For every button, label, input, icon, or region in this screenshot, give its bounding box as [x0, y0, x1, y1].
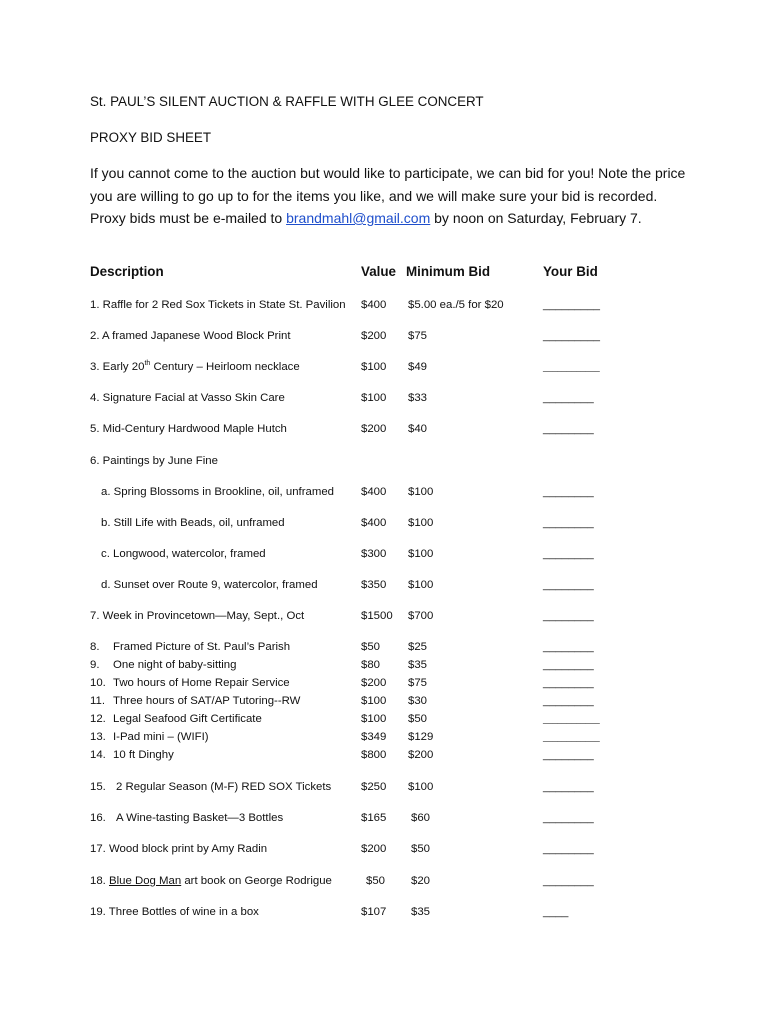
- list-item: [0, 608, 770, 624]
- item-description: 2 Regular Season (M-F) RED SOX Tickets: [116, 781, 332, 793]
- item-minimum-bid: $100: [408, 579, 434, 591]
- book-title: Blue Dog Man: [109, 875, 182, 887]
- item-description: A Wine-tasting Basket—3 Bottles: [116, 812, 284, 824]
- list-item: [0, 577, 770, 593]
- your-bid-blank[interactable]: ________: [543, 677, 594, 689]
- item-number: 15.: [90, 781, 106, 793]
- your-bid-blank[interactable]: ____________: [543, 732, 600, 742]
- item-minimum-bid: $5.00 ea./5 for $20: [408, 299, 504, 311]
- item-minimum-bid: $50: [408, 713, 428, 725]
- your-bid-blank[interactable]: ________: [543, 423, 594, 435]
- item-value: $400: [361, 299, 387, 311]
- item-description: Legal Seafood Gift Certificate: [113, 713, 262, 725]
- intro-text-after: by noon on Saturday, February 7.: [430, 210, 642, 226]
- item-value: $400: [361, 517, 387, 529]
- email-link[interactable]: brandmahl@gmail.com: [286, 210, 431, 226]
- your-bid-blank[interactable]: ________: [543, 695, 594, 707]
- list-item: [0, 779, 770, 795]
- item-value: $350: [361, 579, 387, 591]
- intro-text-before: If you cannot come to the auction but would like to participate, we can bid for you! Note the price you are willing to go up to for the items you like, and we will make sure your bid is recorded. Proxy bids must be e-mailed to: [90, 165, 686, 226]
- item-description: Three hours of SAT/AP Tutoring--RW: [113, 695, 301, 707]
- item-value: $1500: [361, 610, 393, 622]
- your-bid-blank[interactable]: ________: [543, 486, 594, 498]
- list-item: [0, 546, 770, 562]
- item-number: 10.: [90, 677, 106, 689]
- item-description: [90, 873, 332, 889]
- item-value: $200: [361, 423, 387, 435]
- item-description: 2. A framed Japanese Wood Block Print: [90, 330, 291, 342]
- list-item: [0, 729, 770, 745]
- your-bid-blank[interactable]: ________: [543, 392, 594, 404]
- item-description: 4. Signature Facial at Vasso Skin Care: [90, 392, 285, 404]
- list-item: [0, 453, 770, 469]
- item-value: $300: [361, 548, 387, 560]
- item-minimum-bid: $100: [408, 548, 434, 560]
- your-bid-blank[interactable]: ________: [543, 579, 594, 591]
- item-description: [90, 359, 300, 375]
- item-value: $250: [361, 781, 387, 793]
- your-bid-blank[interactable]: ________: [543, 610, 594, 622]
- item-value: $100: [361, 361, 387, 373]
- item-minimum-bid: $75: [408, 677, 428, 689]
- item-value: $50: [361, 641, 381, 653]
- item-value: $200: [361, 330, 387, 342]
- list-item: [0, 390, 770, 406]
- item-description: a. Spring Blossoms in Brookline, oil, unframed: [101, 486, 334, 498]
- list-item: [0, 657, 770, 673]
- item-description-part: art book on George Rodrigue: [181, 875, 332, 887]
- item-minimum-bid: $75: [408, 330, 428, 342]
- item-description: 10 ft Dinghy: [113, 749, 174, 761]
- your-bid-blank[interactable]: _________: [543, 330, 601, 342]
- your-bid-blank[interactable]: ________: [543, 641, 594, 653]
- list-item: [0, 675, 770, 691]
- your-bid-blank[interactable]: ________: [543, 749, 594, 761]
- sheet-subtitle: PROXY BID SHEET: [90, 130, 212, 145]
- item-number: 13.: [90, 731, 106, 743]
- item-minimum-bid: $700: [408, 610, 434, 622]
- item-value: $400: [361, 486, 387, 498]
- your-bid-blank[interactable]: ________: [543, 659, 594, 671]
- item-minimum-bid: $20: [411, 875, 431, 887]
- list-item: [0, 873, 770, 889]
- item-minimum-bid: $35: [411, 906, 431, 918]
- list-item: [0, 515, 770, 531]
- item-description: c. Longwood, watercolor, framed: [101, 548, 266, 560]
- item-number: 16.: [90, 812, 106, 824]
- item-description: I-Pad mini – (WIFI): [113, 731, 209, 743]
- item-value: $80: [361, 659, 381, 671]
- item-value: $200: [361, 843, 387, 855]
- item-value: $165: [361, 812, 387, 824]
- item-value: $50: [366, 875, 386, 887]
- header-description: Description: [90, 264, 164, 279]
- item-minimum-bid: $200: [408, 749, 434, 761]
- list-item: [0, 328, 770, 344]
- your-bid-blank[interactable]: ________: [543, 875, 594, 887]
- item-number: 9.: [90, 659, 100, 671]
- item-description: 17. Wood block print by Amy Radin: [90, 843, 268, 855]
- item-value: $100: [361, 695, 387, 707]
- header-value: Value: [361, 264, 396, 279]
- your-bid-blank[interactable]: ________: [543, 843, 594, 855]
- list-item: [0, 693, 770, 709]
- item-minimum-bid: $100: [408, 486, 434, 498]
- item-minimum-bid: $35: [408, 659, 428, 671]
- item-number: 14.: [90, 749, 106, 761]
- your-bid-blank[interactable]: ____________: [543, 714, 600, 724]
- item-minimum-bid: $25: [408, 641, 428, 653]
- list-item: [0, 421, 770, 437]
- header-your-bid: Your Bid: [543, 264, 598, 279]
- your-bid-blank[interactable]: _________: [543, 299, 601, 311]
- item-value: $200: [361, 677, 387, 689]
- your-bid-blank[interactable]: ________: [543, 548, 594, 560]
- item-number: 11.: [90, 695, 105, 707]
- page-title: St. PAUL’S SILENT AUCTION & RAFFLE WITH GLEE CONCERT: [90, 94, 484, 109]
- item-description-part: Century – Heirloom necklace: [150, 361, 300, 373]
- item-number: 8.: [90, 641, 100, 653]
- item-value: $800: [361, 749, 387, 761]
- item-description-part: 3. Early 20: [90, 361, 145, 373]
- item-description-superscript: th: [144, 360, 151, 368]
- item-description: Framed Picture of St. Paul’s Parish: [113, 641, 291, 653]
- intro-paragraph: [90, 162, 690, 230]
- item-description-part: 18.: [90, 875, 109, 887]
- list-item: [0, 711, 770, 727]
- item-minimum-bid: $50: [411, 843, 431, 855]
- list-item: [0, 484, 770, 500]
- item-description: 5. Mid-Century Hardwood Maple Hutch: [90, 423, 287, 435]
- item-minimum-bid: $49: [408, 361, 428, 373]
- item-description: 6. Paintings by June Fine: [90, 455, 218, 467]
- item-value: $100: [361, 392, 387, 404]
- header-minimum-bid: Minimum Bid: [406, 264, 491, 279]
- list-item: [0, 359, 770, 375]
- list-item: [0, 841, 770, 857]
- item-minimum-bid: $60: [411, 812, 431, 824]
- your-bid-blank[interactable]: ____________: [543, 362, 600, 372]
- item-description: One night of baby-sitting: [113, 659, 237, 671]
- list-item: [0, 904, 770, 920]
- your-bid-blank[interactable]: ________: [543, 517, 594, 529]
- item-minimum-bid: $100: [408, 781, 434, 793]
- item-minimum-bid: $100: [408, 517, 434, 529]
- item-minimum-bid: $33: [408, 392, 428, 404]
- your-bid-blank[interactable]: ________: [543, 812, 594, 824]
- list-item: [0, 297, 770, 313]
- item-number: 12.: [90, 713, 106, 725]
- item-value: $100: [361, 713, 387, 725]
- list-item: [0, 747, 770, 763]
- item-description: 19. Three Bottles of wine in a box: [90, 906, 259, 918]
- item-value: $107: [361, 906, 387, 918]
- item-description: b. Still Life with Beads, oil, unframed: [101, 517, 285, 529]
- item-description: 1. Raffle for 2 Red Sox Tickets in State St. Pavilion: [90, 299, 346, 311]
- item-description: Two hours of Home Repair Service: [113, 677, 290, 689]
- list-item: [0, 810, 770, 826]
- item-description: 7. Week in Provincetown—May, Sept., Oct: [90, 610, 305, 622]
- item-value: $349: [361, 731, 387, 743]
- item-minimum-bid: $40: [408, 423, 428, 435]
- item-minimum-bid: $129: [408, 731, 434, 743]
- your-bid-blank[interactable]: ________: [543, 781, 594, 793]
- your-bid-blank[interactable]: ____: [543, 906, 569, 918]
- item-description: d. Sunset over Route 9, watercolor, framed: [101, 579, 318, 591]
- list-item: [0, 639, 770, 655]
- item-minimum-bid: $30: [408, 695, 428, 707]
